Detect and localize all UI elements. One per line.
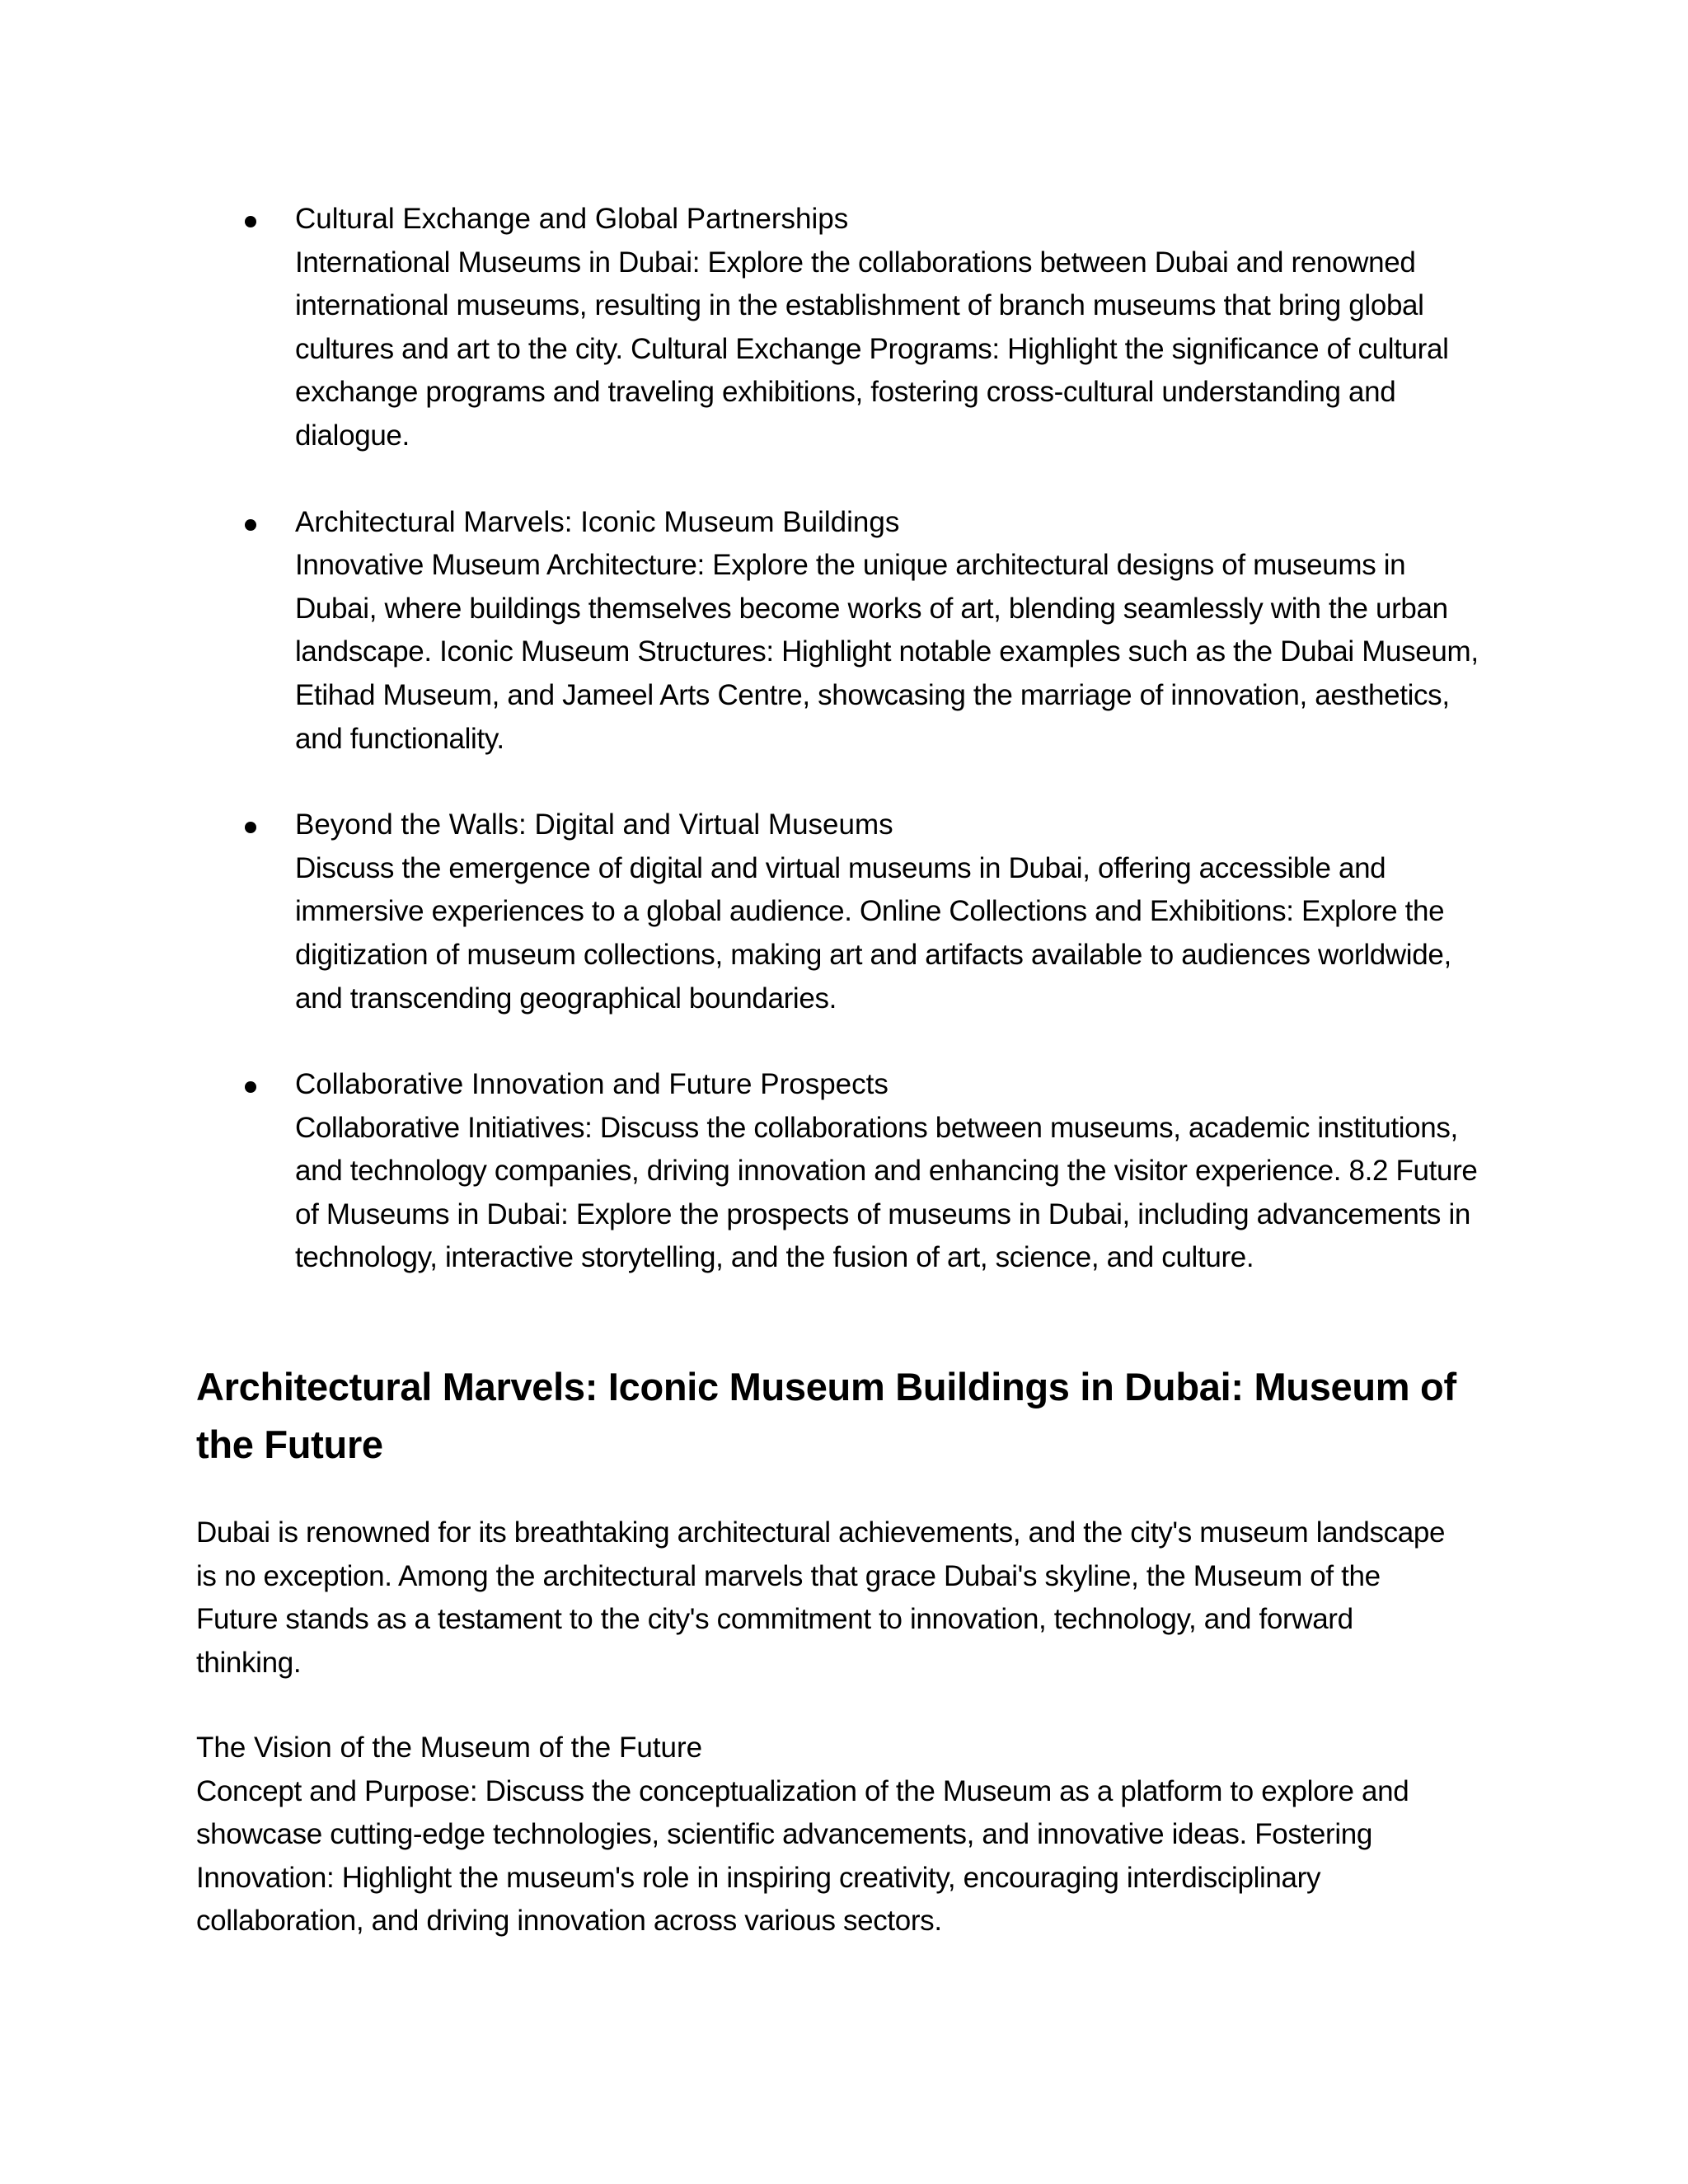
vision-section — [196, 1727, 1465, 1943]
list-item-body: Collaborative Initiatives: Discuss the collaborations between museums, academic institutions, and technology companies, driving innovation and enhancing the visitor experience. 8.2 Future of Museums in Dubai: Explore the prospects of museums in Dubai, including advancements in technology, interactive storytelling, and the fusion of art, science, and culture. — [295, 1111, 1478, 1274]
list-item-body: Innovative Museum Architecture: Explore the unique architectural designs of museums in Dubai, where buildings themselves become works of art, blending seamlessly with the urban landscape. Iconic Museum Structures: Highlight notable examples such as the Dubai Museum, Etihad Museum, and Jameel Arts Centre, showcasing the marriage of innovation, aesthetics, and functionality. — [295, 549, 1479, 755]
vision-body: Concept and Purpose: Discuss the conceptualization of the Museum as a platform to explore and showcase cutting-edge technologies, scientific advancements, and innovative ideas. Fostering Innovation: Highlight the museum's role in inspiring creativity, encouraging interdisciplinary collaboration, and driving innovation across various sectors. — [196, 1774, 1409, 1938]
list-item — [0, 501, 1688, 762]
list-item — [0, 804, 1688, 1020]
bullet-icon — [245, 519, 256, 531]
list-item-body: International Museums in Dubai: Explore the collaborations between Dubai and renowned international museums, resulting in the establishment of branch museums that bring global cultures and art to the city. Cultural Exchange Programs: Highlight the significance of cultural exchange programs and traveling exhibitions, fostering cross-cultural understanding and dialogue. — [295, 246, 1449, 452]
list-item-title: Cultural Exchange and Global Partnerships — [295, 203, 849, 235]
bullet-list — [0, 198, 1688, 1323]
list-item-body: Discuss the emergence of digital and virtual museums in Dubai, offering accessible and immersive experiences to a global audience. Online Collections and Exhibitions: Explore the digitization of museum collections, making art and artifacts available to audiences worldwide, and transcending geographical boundaries. — [295, 851, 1451, 1015]
bullet-icon — [245, 822, 256, 833]
list-item-title: Architectural Marvels: Iconic Museum Buildings — [295, 505, 900, 538]
list-item — [0, 1063, 1688, 1280]
list-item — [0, 198, 1688, 458]
list-item-title: Beyond the Walls: Digital and Virtual Museums — [295, 808, 893, 841]
section-heading: Architectural Marvels: Iconic Museum Buildings in Dubai: Museum of the Future — [196, 1365, 1456, 1466]
vision-title: The Vision of the Museum of the Future — [196, 1732, 703, 1764]
bullet-icon — [245, 216, 256, 227]
intro-paragraph: Dubai is renowned for its breathtaking architectural achievements, and the city's museum landscape is no exception. Among the architectural marvels that grace Dubai's skyline, the Museum of the Future stands as a testament to the city's commitment to innovation, technology, and forward thinking. — [196, 1516, 1446, 1679]
list-item-title: Collaborative Innovation and Future Prospects — [295, 1068, 889, 1101]
bullet-icon — [245, 1081, 256, 1093]
